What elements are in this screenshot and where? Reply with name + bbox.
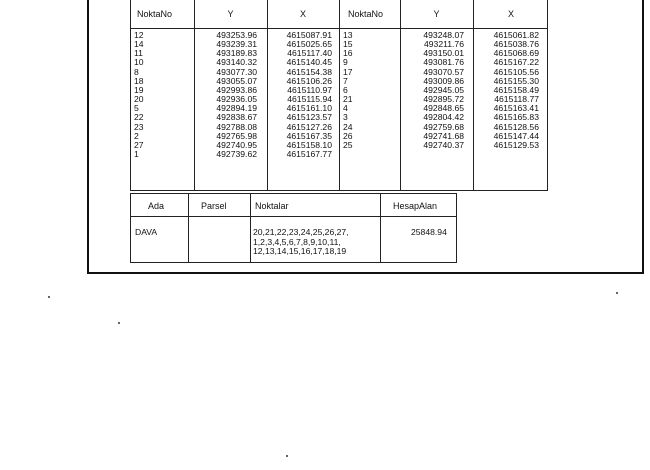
- header-parsel: Parsel: [201, 201, 227, 211]
- header-y-right: Y: [433, 9, 440, 19]
- scan-speck: [616, 292, 618, 294]
- table-cell: 492765.98: [216, 130, 257, 141]
- table-cell: 26: [343, 130, 353, 141]
- noktalar-line: 1,2,3,4,5,6,7,8,9,10,11,: [253, 236, 341, 247]
- table-cell: 4615110.97: [287, 84, 332, 95]
- table-cell: 492740.37: [423, 139, 464, 150]
- table-cell: 4615087.91: [286, 30, 332, 40]
- header-nokta-no-left: NoktaNo: [137, 9, 173, 19]
- table-cell: 4615155.30: [493, 75, 539, 86]
- table-cell: 19: [134, 84, 144, 95]
- table-cell: 493239.31: [216, 39, 257, 50]
- table-cell: 4615117.40: [287, 48, 332, 59]
- table-cell: 18: [134, 75, 144, 86]
- table-cell: 4615128.56: [493, 121, 539, 132]
- table-cell: 21: [343, 94, 353, 105]
- table-cell: 492741.68: [423, 130, 464, 141]
- coordinate-table: [130, 0, 548, 191]
- table-cell: 12: [134, 30, 144, 40]
- table-cell: 24: [343, 121, 353, 132]
- table-cell: 4615118.77: [494, 94, 539, 105]
- table-cell: 493189.83: [216, 48, 257, 59]
- table-cell: 8: [134, 66, 139, 77]
- table-cell: 15: [343, 39, 353, 50]
- table-cell: 20: [134, 94, 144, 105]
- table-cell: 4615161.10: [286, 103, 332, 114]
- table-cell: 492945.05: [423, 84, 464, 95]
- table-cell: 4615163.41: [493, 103, 539, 114]
- table-cell: 5: [134, 103, 139, 114]
- table-cell: 492936.05: [216, 94, 257, 105]
- column-divider: [250, 194, 251, 262]
- table-cell: 4615167.22: [493, 57, 539, 68]
- table-cell: 23: [134, 121, 144, 132]
- table-cell: 17: [343, 66, 353, 77]
- header-hesap-alan: HesapAlan: [393, 201, 438, 211]
- table-cell: 493211.76: [424, 39, 464, 50]
- noktalar-value: [253, 228, 349, 257]
- header-nokta-no-right: NoktaNo: [348, 9, 384, 19]
- table-cell: 493070.57: [423, 66, 464, 77]
- header-y-left: Y: [227, 9, 234, 19]
- table-cell: 493150.01: [423, 48, 464, 59]
- table-cell: 4615167.35: [286, 130, 332, 141]
- table-cell: 492804.42: [423, 112, 464, 123]
- table-cell: 492895.72: [423, 94, 464, 105]
- table-cell: 6: [343, 84, 348, 95]
- table-cell: 4615158.49: [493, 84, 539, 95]
- table-cell: 493253.96: [216, 30, 257, 40]
- table-cell: 4: [343, 103, 348, 114]
- right-nokta-column: [343, 31, 353, 150]
- table-cell: 492740.95: [216, 139, 257, 150]
- table-cell: 4615129.53: [493, 139, 539, 150]
- hesap-alan-value: 25848.94: [411, 227, 447, 237]
- table-cell: 492993.86: [216, 84, 257, 95]
- table-cell: 4615167.77: [286, 149, 332, 160]
- noktalar-line: 20,21,22,23,24,25,26,27,: [253, 227, 349, 237]
- table-cell: 7: [343, 75, 348, 86]
- header-noktalar: Noktalar: [255, 201, 289, 211]
- table-cell: 4615115.94: [287, 94, 332, 105]
- scan-speck: [286, 455, 288, 457]
- table-cell: 493009.86: [423, 75, 464, 86]
- table-cell: 3: [343, 112, 348, 123]
- column-divider: [380, 194, 381, 262]
- left-nokta-column: [134, 31, 144, 159]
- table-cell: 1: [134, 149, 139, 160]
- right-y-column: [400, 31, 464, 150]
- header-ada: Ada: [148, 201, 165, 211]
- table-cell: 493248.07: [423, 30, 464, 40]
- table-cell: 9: [343, 57, 348, 68]
- table-cell: 16: [343, 48, 353, 59]
- table-cell: 25: [343, 139, 353, 150]
- table-cell: 493077.30: [216, 66, 257, 77]
- table-cell: 10: [134, 57, 144, 68]
- noktalar-line: 12,13,14,15,16,17,18,19: [253, 246, 347, 257]
- table-cell: 4615165.83: [493, 112, 539, 123]
- scan-speck: [48, 296, 50, 298]
- column-divider: [188, 194, 189, 262]
- table-cell: 4615025.65: [286, 39, 332, 50]
- table-cell: 492848.65: [423, 103, 464, 114]
- ada-value: DAVA: [135, 227, 158, 237]
- table-cell: 14: [134, 39, 144, 50]
- table-cell: 4615147.44: [493, 130, 539, 141]
- table-cell: 492838.67: [216, 112, 257, 123]
- table-cell: 492788.08: [216, 121, 257, 132]
- right-x-column: [473, 31, 539, 150]
- header-x-left: X: [299, 9, 306, 19]
- table-cell: 11: [134, 48, 143, 59]
- table-cell: 27: [134, 139, 144, 150]
- column-divider: [339, 0, 340, 190]
- table-cell: 4615106.26: [286, 75, 332, 86]
- header-x-right: X: [507, 9, 514, 19]
- table-cell: 4615158.10: [286, 139, 332, 150]
- table-cell: 22: [134, 112, 144, 123]
- table-cell: 492759.68: [423, 121, 464, 132]
- table-cell: 4615154.38: [286, 66, 332, 77]
- table-cell: 4615105.56: [493, 66, 539, 77]
- parcel-header-divider: [131, 216, 456, 217]
- table-cell: 493055.07: [216, 75, 257, 86]
- table-cell: 4615038.76: [493, 39, 539, 50]
- parcel-table: [130, 193, 457, 263]
- left-y-column: [194, 31, 257, 159]
- table-cell: 493081.76: [423, 57, 464, 68]
- table-cell: 4615140.45: [286, 57, 332, 68]
- table-cell: 4615123.57: [286, 112, 332, 123]
- table-cell: 2: [134, 130, 139, 141]
- table-cell: 4615127.26: [286, 121, 332, 132]
- table-cell: 4615061.82: [493, 30, 539, 40]
- table-cell: 4615068.69: [493, 48, 539, 59]
- table-cell: 13: [343, 30, 353, 40]
- left-x-column: [267, 31, 332, 159]
- table-cell: 492739.62: [216, 149, 257, 160]
- table-cell: 492894.19: [216, 103, 257, 114]
- scan-speck: [118, 322, 120, 324]
- table-cell: 493140.32: [216, 57, 257, 68]
